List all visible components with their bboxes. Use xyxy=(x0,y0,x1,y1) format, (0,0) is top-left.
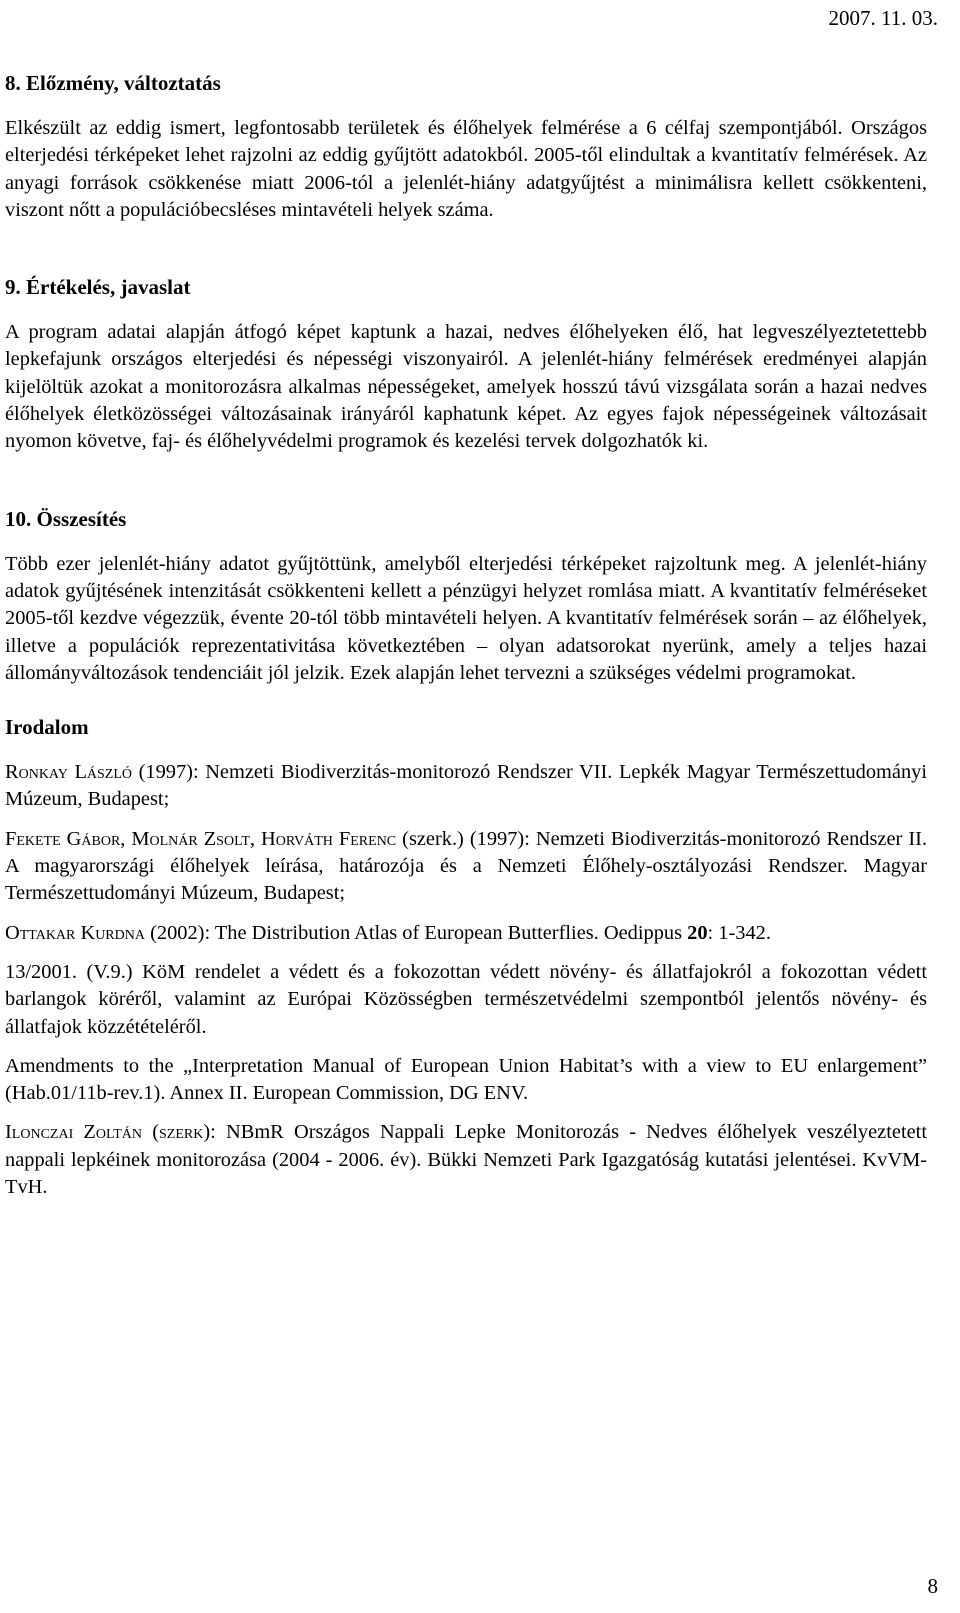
reference-item xyxy=(5,920,927,947)
reference-volume: 20 xyxy=(687,921,708,944)
section-title: 10. Összesítés xyxy=(5,506,127,531)
section-paragraph: Több ezer jelenlét-hiány adatot gyűjtöttünk, amelyből elterjedési térképeket rajzoltunk meg. A jelenlét-hiány adatok gyűjtésének intenzitását csökkenteni kellett a pénzügyi helyzet romlása miatt. A kvantitatív felméréseket 2005-től kezdve végezzük, évente 20-tól több mintavételi helyen. A kvantitatív felmérések során – az élőhelyek, illetve a populációk reprezentativitása következtében – olyan adatsorokat nyerünk, amely a teljes hazai állományváltozások tendenciáit jól jelzik. Ezek alapján lehet tervezni a szükséges védelmi programokat. xyxy=(5,552,927,684)
reference-item xyxy=(5,959,927,1041)
reference-text: (szerk.) (1997): Nemzeti Biodiverzitás-monitorozó Rendszer II. A magyarországi élőhelyek leírása, határozója és a Nemzeti Élőhely-osztályozási Rendszer. Magyar Természettudományi Múzeum, Budapest; xyxy=(5,827,927,905)
reference-author: Fekete Gábor, Molnár Zsolt, Horváth Ferenc xyxy=(5,827,397,850)
reference-text: (1997): Nemzeti Biodiverzitás-monitorozó Rendszer VII. Lepkék Magyar Természettudományi Múzeum, Budapest; xyxy=(5,761,928,811)
reference-text: : NBmR Országos Nappali Lepke Monitorozás - Nedves élőhelyek veszélyeztetett nappali lepkéinek monitorozása (2004 - 2006. év). Bükki Nemzeti Park Igazgatóság kutatási jelentései. KvVM-TvH. xyxy=(5,1121,927,1199)
reference-text: Amendments to the „Interpretation Manual of European Union Habitat’s with a view to EU enlargement” (Hab.01/11b-rev.1). Annex II. European Commission, DG ENV. xyxy=(5,1054,927,1105)
section-9 xyxy=(5,272,927,455)
reference-item xyxy=(5,1119,927,1201)
reference-pages: : 1-342. xyxy=(707,921,771,944)
references-title: Irodalom xyxy=(5,715,89,740)
reference-author: Ronkay László xyxy=(5,761,133,784)
section-10 xyxy=(5,504,927,687)
reference-text: 13/2001. (V.9.) KöM rendelet a védett és a fokozottan védett növény- és állatfajokról a fokozottan védett barlangok köréről, valamint az Európai Közösségben természetvédelmi szempontból jelentős növény- és állatfajok közzétételéről. xyxy=(5,960,927,1038)
section-8 xyxy=(5,68,927,224)
section-title: 9. Értékelés, javaslat xyxy=(5,275,191,300)
reference-item xyxy=(5,826,927,908)
reference-item xyxy=(5,1053,927,1108)
references-section xyxy=(5,712,927,1201)
reference-text: (2002): The Distribution Atlas of European Butterflies. Oedippus xyxy=(144,921,688,944)
section-title: 8. Előzmény, változtatás xyxy=(5,71,221,95)
page-number: 8 xyxy=(927,1574,938,1598)
reference-item xyxy=(5,759,927,814)
reference-author: Ottakar Kurdna xyxy=(5,921,145,944)
section-paragraph: Elkészült az eddig ismert, legfontosabb területek és élőhelyek felmérése a 6 célfaj szempontjából. Országos elterjedési térképeket lehet rajzolni az eddig gyűjtött adatokból. 2005-től elindultak a kvantitatív felmérések. Az anyagi források csökkenése miatt 2006-tól a jelenlét-hiány adatgyűjtést a minimálisra kellett csökkenteni, viszont nőtt a populációbecsléses mintavételi helyek száma. xyxy=(5,117,927,221)
document-body xyxy=(5,68,927,1213)
header-date: 2007. 11. 03. xyxy=(828,6,938,30)
reference-author: Ilonczai Zoltán (szerk) xyxy=(5,1121,211,1144)
section-paragraph: A program adatai alapján átfogó képet kaptunk a hazai, nedves élőhelyeken élő, hat legveszélyeztetettebb lepkefajunk országos elterjedési és népességi viszonyairól. A jelenlét-hiány felmérések eredményei alapján kijelöltük azokat a monitorozásra alkalmas népességeket, amelyek hosszú távú vizsgálata során a hazai nedves élőhelyek életközösségei változásainak irányáról kaphatunk képet. Az egyes fajok népességeinek változásait nyomon követve, faj- és élőhelyvédelmi programok és kezelési tervek dolgozhatók ki. xyxy=(5,321,927,453)
